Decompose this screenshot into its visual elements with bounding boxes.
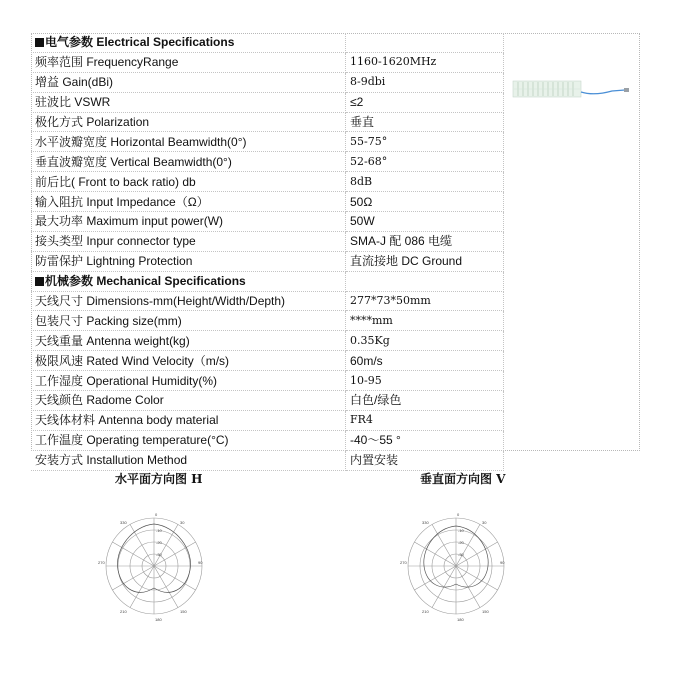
tick-label: 330 — [120, 520, 127, 525]
spec-label: 水平波瓣宽度 Horizontal Beamwidth(0°) — [31, 132, 346, 152]
tick-label: -20 — [458, 540, 464, 545]
tick-label: 30 — [482, 520, 487, 525]
spec-value: -40～55 ° — [346, 430, 504, 450]
tick-label: 210 — [120, 609, 127, 614]
spec-value: ****mm — [346, 311, 504, 331]
spec-label: 垂直波瓣宽度 Vertical Beamwidth(0°) — [31, 152, 346, 172]
tick-label: 180 — [155, 617, 162, 622]
spec-label: 驻波比 VSWR — [31, 92, 346, 112]
spec-row — [31, 391, 504, 411]
spec-table — [31, 33, 504, 471]
spec-value: 0.35Kg — [346, 331, 504, 351]
section-heading-spacer — [346, 271, 504, 291]
spec-row — [31, 52, 504, 72]
spec-label: 工作湿度 Operational Humidity(%) — [31, 371, 346, 391]
square-bullet-icon — [35, 38, 44, 47]
spec-row — [31, 132, 504, 152]
spec-value: 277*73*50mm — [346, 291, 504, 311]
horizontal-radiation-pattern — [98, 510, 210, 622]
spec-row — [31, 450, 504, 470]
tick-label: 270 — [400, 560, 407, 565]
spec-label: 前后比( Front to back ratio) db — [31, 172, 346, 192]
spec-value: 60m/s — [346, 351, 504, 371]
tick-label: 90 — [198, 560, 203, 565]
spec-row — [31, 291, 504, 311]
tick-label: 30 — [180, 520, 185, 525]
spec-label: 增益 Gain(dBi) — [31, 72, 346, 92]
spec-label: 工作温度 Operating temperature(°C) — [31, 430, 346, 450]
tick-label: 150 — [180, 609, 187, 614]
spec-value: 1160-1620MHz — [346, 52, 504, 72]
tick-label: -30 — [458, 552, 464, 557]
spec-row — [31, 251, 504, 271]
tick-label: 0 — [155, 512, 158, 517]
spec-label: 包装尺寸 Packing size(mm) — [31, 311, 346, 331]
spec-row — [31, 112, 504, 132]
spec-value: 10-95 — [346, 371, 504, 391]
spec-label: 天线尺寸 Dimensions-mm(Height/Width/Depth) — [31, 291, 346, 311]
spec-row — [31, 331, 504, 351]
spec-label: 接头类型 Inpur connector type — [31, 231, 346, 251]
spec-value: FR4 — [346, 410, 504, 430]
mechanical-section-heading — [31, 271, 346, 291]
spec-value: SMA-J 配 086 电缆 — [346, 231, 504, 251]
spec-value: 50W — [346, 212, 504, 232]
section-title: 电气参数 Electrical Specifications — [45, 35, 235, 50]
spec-row — [31, 410, 504, 430]
spec-row — [31, 430, 504, 450]
spec-label: 天线颜色 Radome Color — [31, 391, 346, 411]
spec-row — [31, 311, 504, 331]
tick-label: 0 — [457, 512, 460, 517]
tick-label: 150 — [482, 609, 489, 614]
spec-label: 天线体材料 Antenna body material — [31, 410, 346, 430]
tick-label: 270 — [98, 560, 105, 565]
spec-value: 垂直 — [346, 112, 504, 132]
tick-label: 180 — [457, 617, 464, 622]
spec-label: 输入阻抗 Input Impedance（Ω） — [31, 192, 346, 212]
spec-value: 直流接地 DC Ground — [346, 251, 504, 271]
vertical-pattern-caption: 垂直面方向图 V — [420, 472, 506, 486]
spec-label: 天线重量 Antenna weight(kg) — [31, 331, 346, 351]
section-title: 机械参数 Mechanical Specifications — [45, 274, 246, 289]
spec-row — [31, 72, 504, 92]
tick-label: 210 — [422, 609, 429, 614]
spec-value: ≤2 — [346, 92, 504, 112]
spec-value: 白色/绿色 — [346, 391, 504, 411]
tick-label: -10 — [458, 528, 464, 533]
tick-label: -30 — [156, 552, 162, 557]
spec-row — [31, 212, 504, 232]
section-heading-spacer — [346, 33, 504, 52]
spec-label: 极限风速 Rated Wind Velocity（m/s) — [31, 351, 346, 371]
spec-label: 频率范围 FrequencyRange — [31, 52, 346, 72]
spec-label: 最大功率 Maximum input power(W) — [31, 212, 346, 232]
spec-value: 52-68° — [346, 152, 504, 172]
spec-value: 8-9dbi — [346, 72, 504, 92]
spec-row — [31, 152, 504, 172]
horizontal-pattern-caption: 水平面方向图 H — [115, 472, 203, 486]
tick-label: 330 — [422, 520, 429, 525]
spec-row — [31, 351, 504, 371]
spec-row — [31, 371, 504, 391]
spec-row — [31, 192, 504, 212]
spec-row — [31, 172, 504, 192]
vertical-radiation-pattern — [400, 510, 512, 622]
spec-label: 安装方式 Installution Method — [31, 450, 346, 470]
tick-label: 90 — [500, 560, 505, 565]
tick-label: -10 — [156, 528, 162, 533]
spec-label: 防雷保护 Lightning Protection — [31, 251, 346, 271]
spec-value: 8dB — [346, 172, 504, 192]
spec-label: 极化方式 Polarization — [31, 112, 346, 132]
spec-value: 55-75° — [346, 132, 504, 152]
tick-label: -20 — [156, 540, 162, 545]
square-bullet-icon — [35, 277, 44, 286]
spec-value: 50Ω — [346, 192, 504, 212]
antenna-product-image — [512, 78, 630, 102]
electrical-section-heading — [31, 33, 346, 52]
spec-value: 内置安装 — [346, 450, 504, 470]
spec-row — [31, 231, 504, 251]
spec-row — [31, 92, 504, 112]
